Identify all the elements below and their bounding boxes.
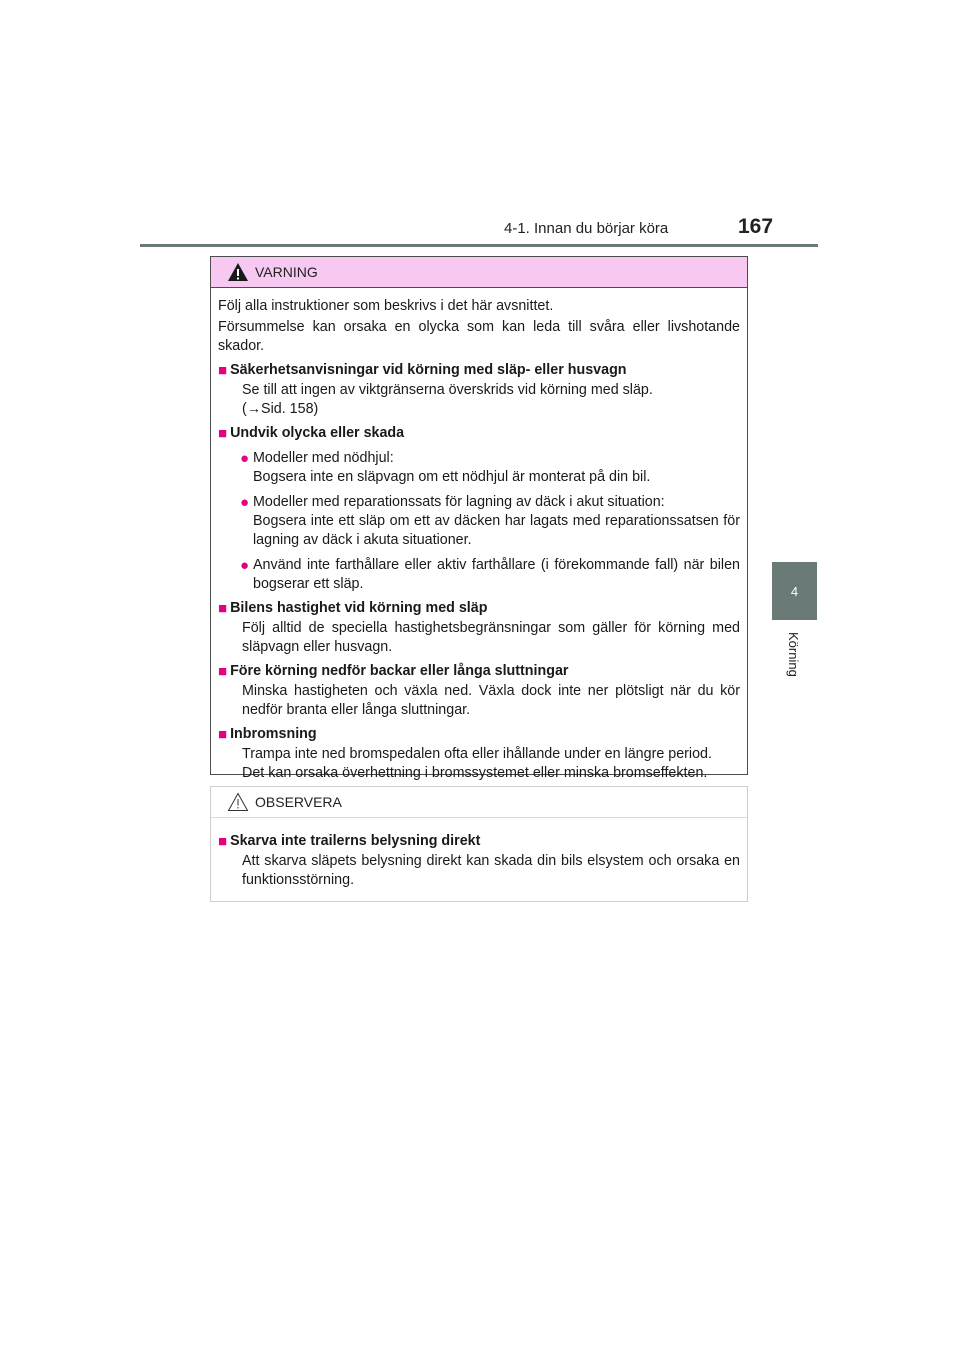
section-text: Se till att ingen av viktgränserna överskrids vid körning med släp. (→Sid. 158) xyxy=(242,382,653,417)
warning-triangle-icon xyxy=(227,262,249,282)
section-text: Följ alltid de speciella hastighetsbegränsningar som gäller för körning med släpvagn eller husvagn. xyxy=(242,620,740,655)
section-text: Trampa inte ned bromspedalen ofta eller ihållande under en längre period. Det kan orsaka överhettning i bromssystemet eller minska bromseffekten. xyxy=(242,746,712,781)
section-title: ■ Bilens hastighet vid körning med släp xyxy=(218,600,488,617)
square-bullet-icon: ■ xyxy=(218,425,228,442)
square-bullet-icon: ■ xyxy=(218,833,228,850)
section-text: Att skarva släpets belysning direkt kan skada din bils elsystem och orsaka en funktionsstörning. xyxy=(242,853,740,888)
notice-box xyxy=(210,786,748,902)
notice-triangle-icon xyxy=(227,792,249,812)
header-rule xyxy=(140,244,818,247)
warning-intro-1: Följ alla instruktioner som beskrivs i det här avsnittet. xyxy=(218,298,554,314)
warning-title: VARNING xyxy=(255,264,318,280)
section-title: ■ Undvik olycka eller skada xyxy=(218,425,405,442)
page-number: 167 xyxy=(738,215,774,238)
chapter-tab: 4 xyxy=(772,562,817,620)
notice-title: OBSERVERA xyxy=(255,794,342,810)
warning-header xyxy=(211,257,747,288)
square-bullet-icon: ■ xyxy=(218,362,228,379)
circle-bullet-icon: ● xyxy=(240,494,250,511)
square-bullet-icon: ■ xyxy=(218,663,228,680)
warning-box xyxy=(210,256,748,781)
warning-body xyxy=(211,288,747,783)
notice-body xyxy=(211,818,747,890)
section-title: ■ Inbromsning xyxy=(218,726,317,743)
circle-bullet-icon: ● xyxy=(240,557,250,574)
notice-header xyxy=(211,787,747,818)
chapter-label: Körning xyxy=(786,632,801,677)
section-text: Minska hastigheten och växla ned. Växla dock inte ner plötsligt när du kör nedför branta eller långa sluttningar. xyxy=(242,683,740,718)
square-bullet-icon: ■ xyxy=(218,600,228,617)
section-title: ■ Skarva inte trailerns belysning direkt xyxy=(218,833,481,850)
section-title: ■ Säkerhetsanvisningar vid körning med släp- eller husvagn xyxy=(218,362,627,379)
square-bullet-icon: ■ xyxy=(218,726,228,743)
circle-bullet-icon: ● xyxy=(240,450,250,467)
section-header: 4-1. Innan du börjar köra xyxy=(504,220,669,237)
bullet-item: ● Använd inte farthållare eller aktiv farthållare (i förekommande fall) när bilen bogserar ett släp. xyxy=(240,557,740,592)
warning-intro-2: Försummelse kan orsaka en olycka som kan leda till svåra eller livshotande skador. xyxy=(218,319,740,354)
bullet-item: ● Modeller med nödhjul: Bogsera inte en släpvagn om ett nödhjul är monterat på din bil. xyxy=(240,450,651,485)
bullet-item: ● Modeller med reparationssats för lagning av däck i akut situation: Bogsera inte ett släp om ett av däcken har lagats med reparationssatsen för lagning av däck i akuta situationer. xyxy=(240,494,740,548)
section-title: ■ Före körning nedför backar eller långa sluttningar xyxy=(218,663,569,680)
